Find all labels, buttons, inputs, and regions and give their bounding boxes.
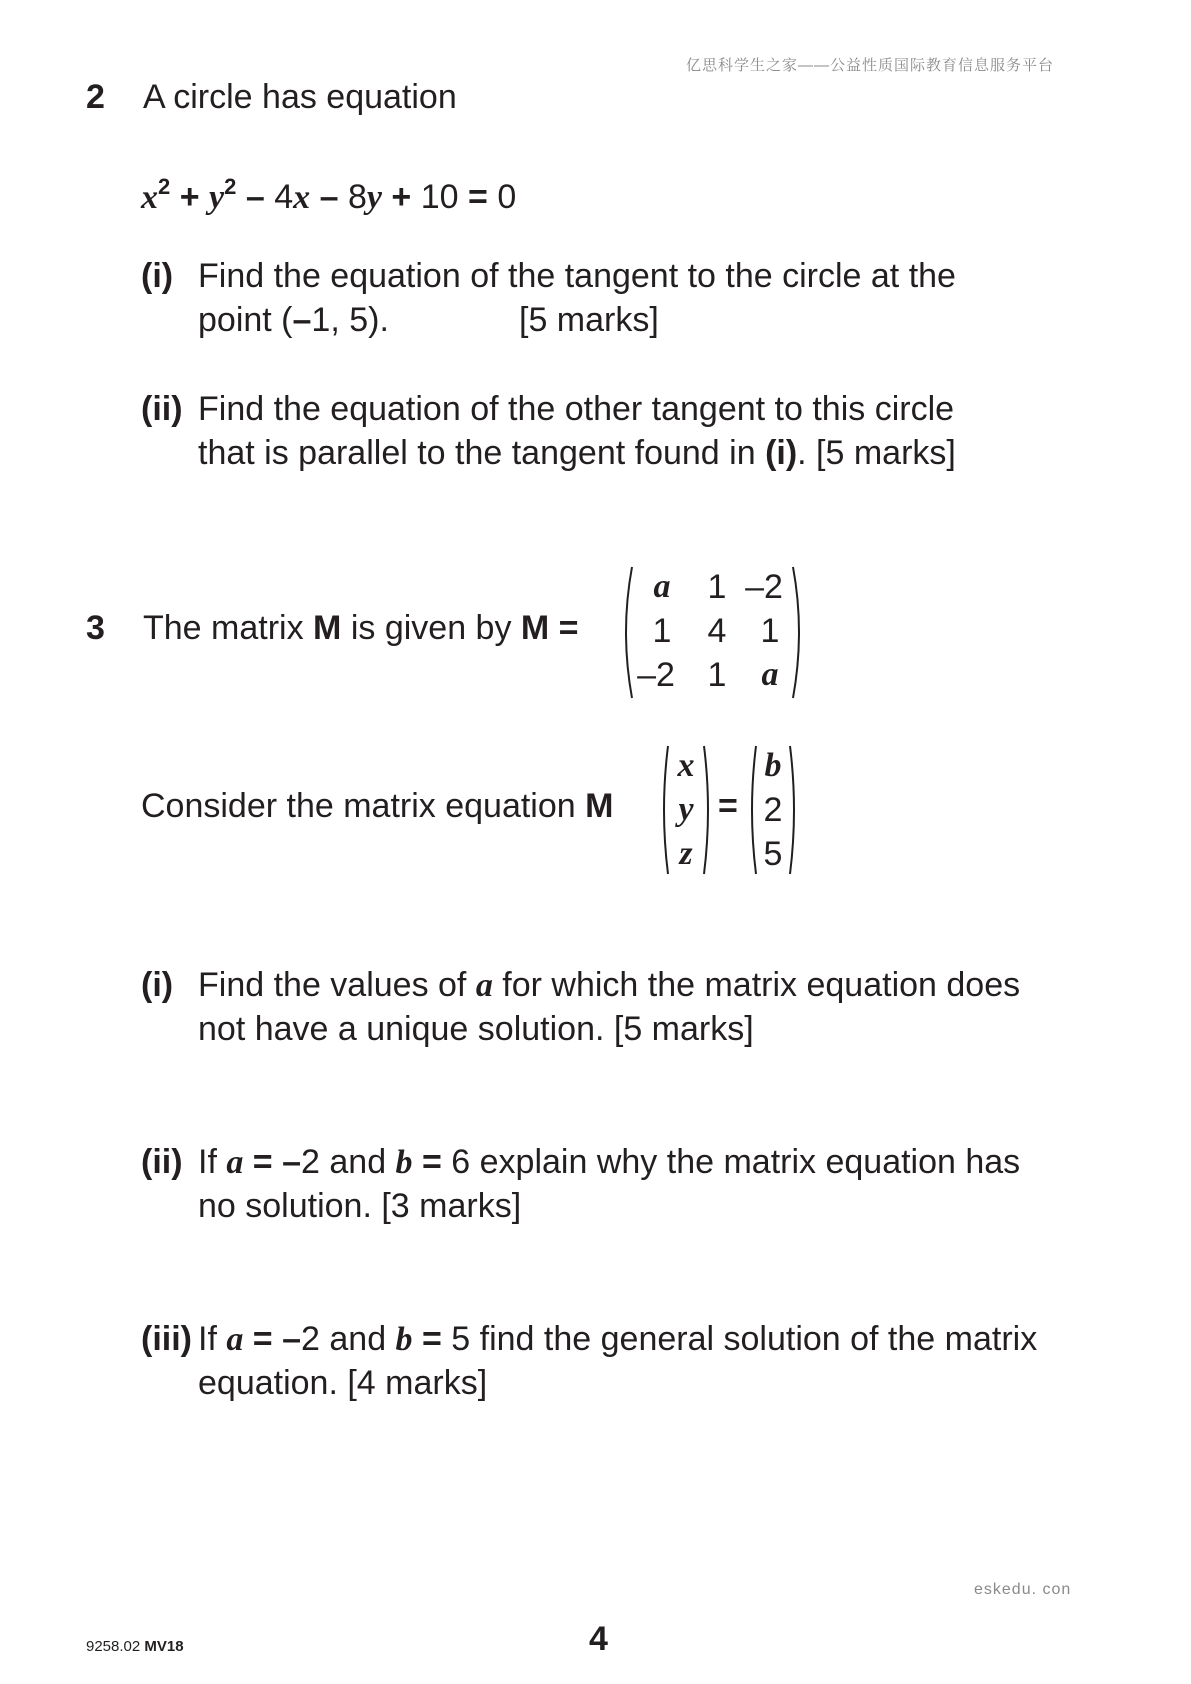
eq-op: + [179,178,200,216]
paper-series: MV18 [144,1638,184,1655]
matrix-cell: 1 [652,612,672,650]
vector-b25 [748,744,798,876]
eq-var-y: y [366,179,382,216]
q3-part-i [141,963,1141,1053]
eq-var-y: y [209,179,225,216]
part-text-line [198,431,956,475]
eq-var-x: x [293,179,311,216]
vector-cell: 2 [763,791,783,829]
paper-code [86,1638,184,1655]
matrix-definition-label: M = [520,609,579,647]
equals-sign: = [412,1320,452,1358]
vector-cell: b [764,747,782,784]
q2-part-ii [141,387,1101,477]
circle-equation [141,165,516,220]
text-span: If [198,1143,227,1181]
question-intro [143,606,579,650]
matrix-symbol: M [585,787,614,825]
header-watermark: 亿思科学生之家——公益性质国际教育信息服务平台 [686,57,1055,74]
part-text-line: equation. [4 marks] [198,1364,488,1402]
vector-cell: z [679,835,693,872]
minus-sign: – [292,301,312,339]
part-text-line [198,298,389,342]
part-text-line: Find the equation of the other tangent to this circle [198,390,955,428]
vector-xyz [660,744,712,876]
vector-cell: x [677,747,695,784]
text-span: for which the matrix equation does [492,966,1021,1004]
question-2 [86,75,457,119]
matrix-M [620,565,805,700]
equals-sign: = [243,1143,283,1181]
part-label: (i) [141,966,174,1004]
equals-sign: = [718,787,738,825]
question-number: 3 [86,609,105,647]
matrix-cell: –2 [637,656,675,694]
eq-coef: 4 [274,178,294,216]
part-text-line [198,1317,1037,1362]
matrix-cell: 1 [707,568,727,606]
variable: b [395,1321,413,1358]
text-span: The matrix [143,609,314,647]
equals-sign: = [243,1320,283,1358]
part-reference: (i) [765,434,798,472]
text-span: Find the values of [198,966,476,1004]
footer-watermark: eskedu. con [974,1581,1072,1598]
part-label: (ii) [141,390,183,428]
eq-power: 2 [158,174,171,199]
minus-sign: – [282,1320,302,1358]
question-3 [86,606,579,650]
variable: b [395,1144,413,1181]
text-span: 2 and [301,1320,396,1358]
question-intro: A circle has equation [143,78,457,116]
text-span: 5 find the general solution of the matrix [451,1320,1038,1358]
text-span: If [198,1320,227,1358]
text-span: is given by [341,609,521,647]
matrix-equation-statement [141,784,613,828]
q3-part-iii [141,1317,1151,1407]
eq-rhs: 0 [497,178,517,216]
part-text-line: no solution. [3 marks] [198,1187,522,1225]
eq-coef: 10 [420,178,459,216]
matrix-cell: 1 [707,656,727,694]
eq-op: = [468,178,488,216]
matrix-cell: 1 [760,612,780,650]
variable: a [226,1321,244,1358]
text-span: . [5 marks] [797,434,956,472]
part-label: (ii) [141,1143,183,1181]
matrix-cell: –2 [745,568,783,606]
eq-coef: 8 [347,178,367,216]
paper-code-number: 9258.02 [86,1638,141,1655]
eq-var-x: x [141,179,158,216]
vector-cell: 5 [763,835,783,873]
page-number: 4 [589,1620,608,1658]
vector-cell: y [678,791,694,828]
part-label: (iii) [141,1320,192,1358]
equals-sign: = [412,1143,452,1181]
matrix-cell: a [761,656,779,693]
matrix-cell: a [653,568,671,605]
text-span: point ( [198,301,293,339]
part-text-line [198,963,1020,1008]
part-text-line [198,1140,1020,1185]
text-span: 1, 5). [311,301,389,339]
text-span: Consider the matrix equation [141,787,586,825]
text-span: that is parallel to the tangent found in [198,434,766,472]
variable: a [226,1144,244,1181]
q2-part-i [141,254,1101,344]
eq-op: + [391,178,412,216]
eq-power: 2 [224,174,237,199]
part-text-line: Find the equation of the tangent to the circle at the [198,257,956,295]
minus-sign: – [282,1143,302,1181]
part-label: (i) [141,257,174,295]
variable: a [475,967,493,1004]
question-number: 2 [86,78,105,116]
matrix-symbol: M [313,609,342,647]
eq-op: – [245,178,265,216]
q3-part-ii [141,1140,1141,1230]
text-span: 6 explain why the matrix equation has [451,1143,1021,1181]
matrix-cell: 4 [707,612,727,650]
eq-op: – [319,178,339,216]
part-text-line: not have a unique solution. [5 marks] [198,1010,754,1048]
marks: [5 marks] [519,301,659,339]
text-span: 2 and [301,1143,396,1181]
